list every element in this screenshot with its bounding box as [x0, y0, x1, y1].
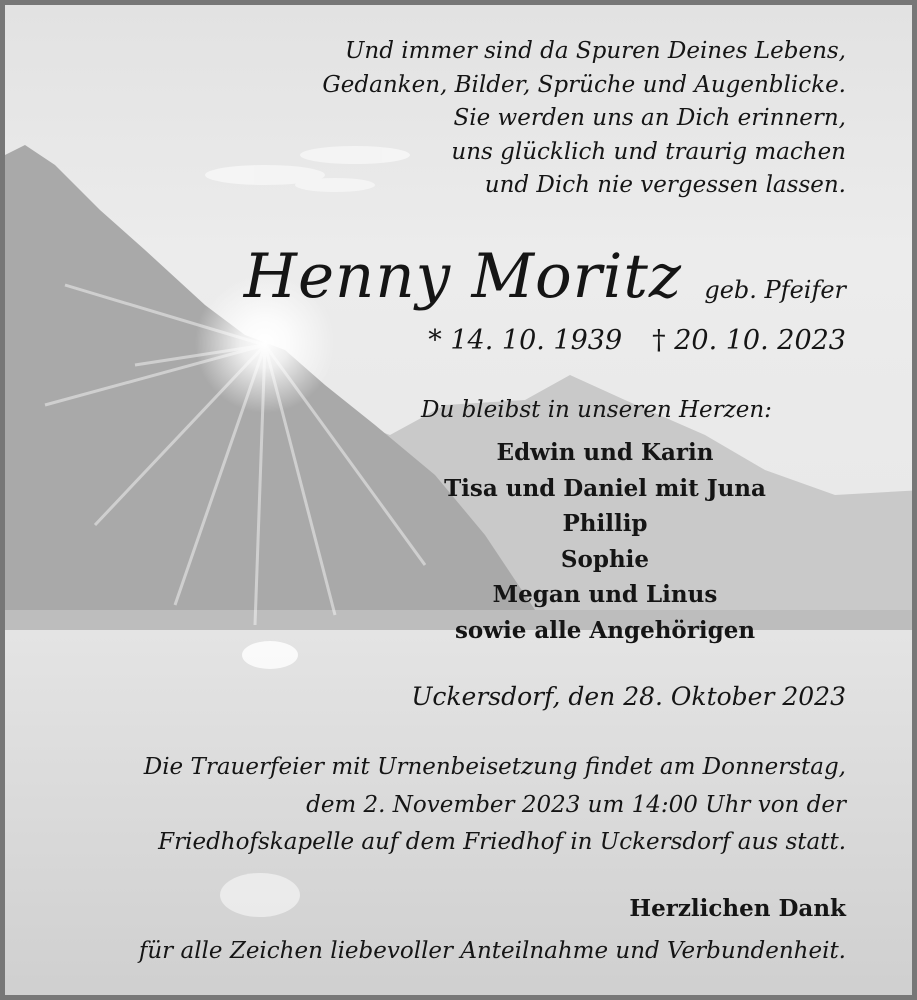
funeral-service-info [144, 749, 846, 862]
mourner: sowie alle Angehörigen [454, 616, 756, 644]
mourner: Phillip [562, 510, 648, 538]
service-line: Die Trauerfeier mit Urnenbeisetzung findet am Donnerstag, [143, 754, 846, 780]
poem-line: Und immer sind da Spuren Deines Lebens, [345, 38, 846, 64]
mourner: Tisa und Daniel mit Juna [444, 474, 766, 502]
birth-date: * 14. 10. 1939 [428, 325, 623, 356]
mourners-list [444, 435, 766, 649]
thanks-heading: Herzlichen Dank [629, 895, 846, 922]
life-dates [428, 323, 846, 359]
mourner: Megan und Linus [492, 581, 718, 609]
thanks-line: für alle Zeichen liebevoller Anteilnahme und Verbundenheit. [138, 938, 846, 964]
service-line: Friedhofskapelle auf dem Friedhof in Uckersdorf aus statt. [158, 829, 846, 855]
mourner: Sophie [560, 545, 650, 573]
death-date: 20. 10. 2023 [674, 325, 846, 356]
poem-line: Sie werden uns an Dich erinnern, [453, 105, 846, 132]
place-and-date: Uckersdorf, den 28. Oktober 2023 [411, 682, 846, 711]
sun-reflection [242, 641, 298, 669]
mourner: Edwin und Karin [496, 439, 714, 466]
cross-icon: † [652, 325, 666, 356]
mourners-intro: Du bleibst in unseren Herzen: [421, 397, 772, 423]
poem [322, 35, 846, 203]
deceased-name: Henny Moritz [243, 241, 682, 312]
poem-line: Gedanken, Bilder, Sprüche und Augenblicke. [322, 71, 846, 98]
sun-reflection-lower [220, 873, 300, 917]
poem-line: uns glücklich und traurig machen [451, 138, 846, 165]
service-line: dem 2. November 2023 um 14:00 Uhr von der [306, 791, 846, 818]
poem-line: und Dich nie vergessen lassen. [484, 172, 846, 199]
birth-name: geb. Pfeifer [704, 276, 846, 304]
